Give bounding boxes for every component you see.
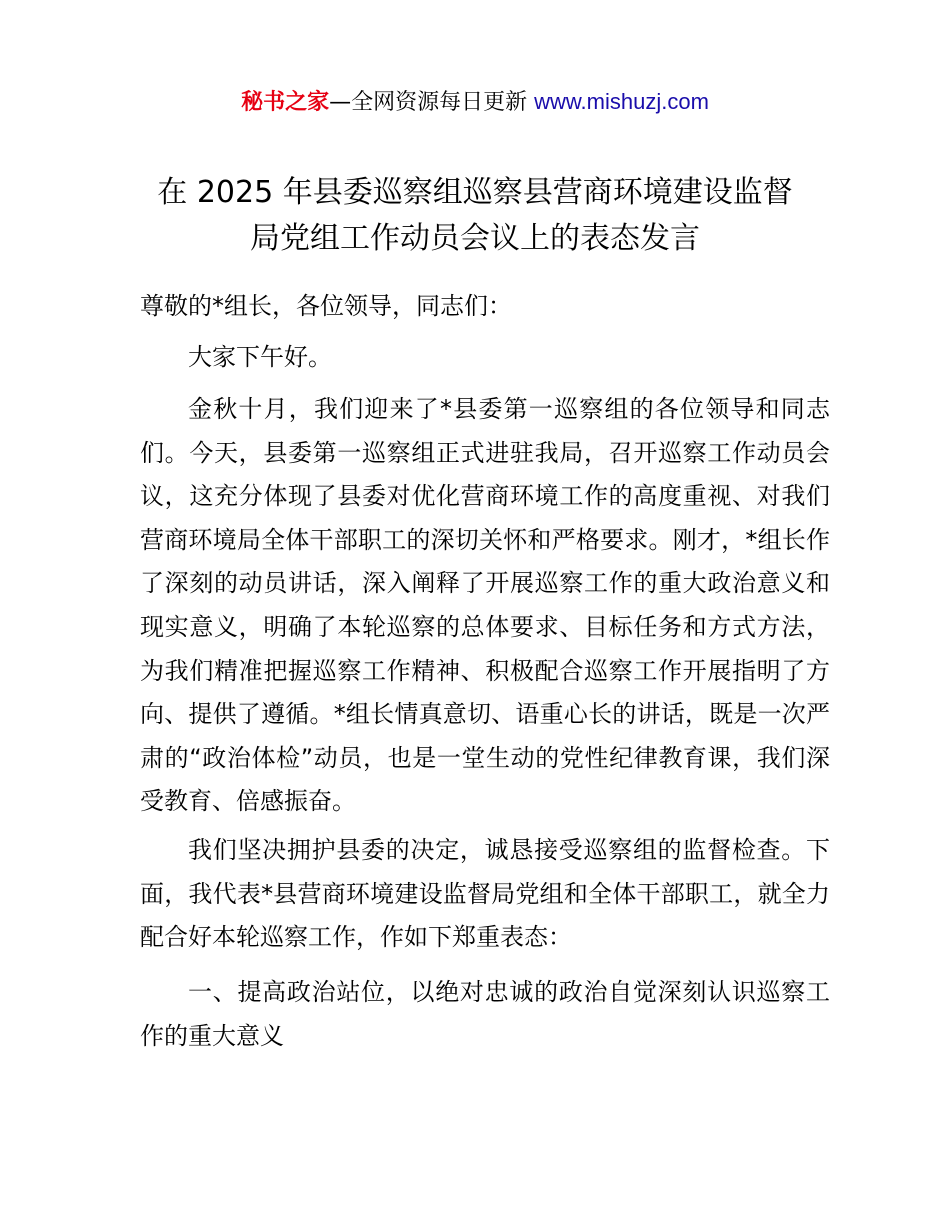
title-line-2: 局党组工作动员会议上的表态发言: [250, 221, 700, 256]
header-tagline: —全网资源每日更新: [329, 90, 528, 115]
site-header: [0, 86, 950, 119]
paragraph-greeting: 大家下午好。: [188, 343, 332, 371]
document-title: [100, 170, 850, 262]
salutation: 尊敬的*组长，各位领导，同志们：: [140, 292, 512, 320]
site-url-link[interactable]: www.mishuzj.com: [534, 89, 709, 114]
paragraph-pledge-intro: 我们坚决拥护县委的决定，诚恳接受巡察组的监督检查。下面，我代表*县营商环境建设监督局党组和全体干部职工，就全力配合好本轮巡察工作，作如下郑重表态：: [140, 836, 830, 952]
paragraph-opening: 金秋十月，我们迎来了*县委第一巡察组的各位领导和同志们。今天，县委第一巡察组正式进驻我局，召开巡察工作动员会议，这充分体现了县委对优化营商环境工作的高度重视、对我们营商环境局全体干部职工的深切关怀和严格要求。刚才，*组长作了深刻的动员讲话，深入阐释了开展巡察工作的重大政治意义和现实意义，明确了本轮巡察的总体要求、目标任务和方式方法，为我们精准把握巡察工作精神、积极配合巡察工作开展指明了方向、提供了遵循。*组长情真意切、语重心长的讲话，既是一次严肃的“政治体检”动员，也是一堂生动的党性纪律教育课，我们深受教育、倍感振奋。: [140, 395, 830, 816]
title-line-1: 在 2025 年县委巡察组巡察县营商环境建设监督: [157, 175, 793, 210]
brand-name: 秘书之家: [241, 90, 330, 115]
section-heading-1: 一、提高政治站位，以绝对忠诚的政治自觉深刻认识巡察工作的重大意义: [140, 978, 830, 1050]
